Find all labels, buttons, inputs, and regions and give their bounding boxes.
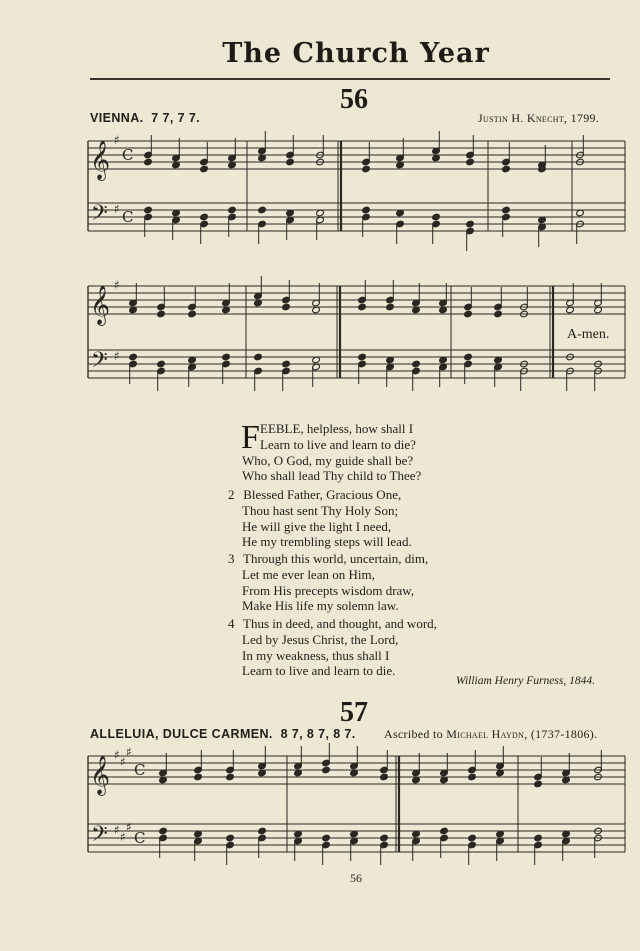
verse-line: Learn to live and learn to die?	[260, 436, 416, 452]
composer-name: Michael Haydn	[446, 727, 525, 741]
composer-name: Justin H. Knecht	[478, 111, 565, 125]
verse-line: Thou hast sent Thy Holy Son;	[242, 502, 399, 518]
tune-title: VIENNA.	[90, 111, 144, 125]
author-credit	[456, 675, 595, 687]
note-head	[534, 834, 543, 842]
sharp-sign: ♯	[126, 820, 132, 834]
verse-line: He will give the light I need,	[242, 518, 392, 534]
verse-line: Learn to live and learn to die.	[242, 663, 396, 679]
verse-line: Let me ever lean on Him,	[242, 566, 375, 582]
composer-credit	[478, 111, 599, 126]
note-head	[322, 766, 331, 774]
note-head	[380, 773, 389, 781]
note-head	[412, 360, 421, 368]
note-head	[358, 303, 367, 311]
verse-line: EEBLE, helpless, how shall I	[260, 421, 414, 436]
amen-text: A-men.	[567, 327, 610, 342]
treble-clef: 𝄞	[90, 285, 111, 325]
note-head	[386, 303, 395, 311]
note-head	[258, 827, 267, 835]
note-head	[466, 220, 475, 228]
note-head	[159, 827, 168, 835]
composer-credit	[384, 727, 597, 742]
sharp-sign: ♯	[120, 830, 126, 844]
note-head	[362, 165, 371, 173]
bass-clef: 𝄢	[91, 348, 108, 378]
composer-year: , (1737-1806).	[524, 727, 598, 741]
verse-number: 3	[228, 551, 235, 566]
verse-line: Through this world, uncertain, dim,	[243, 551, 429, 566]
verse-line: Led by Jesus Christ, the Lord,	[242, 631, 399, 647]
note-head	[200, 165, 209, 173]
time-signature: C	[134, 829, 146, 847]
sharp-sign: ♯	[126, 745, 132, 759]
note-head	[502, 165, 511, 173]
note-head	[226, 773, 235, 781]
sharp-sign: ♯	[114, 349, 120, 363]
sharp-sign: ♯	[114, 278, 120, 292]
page-title: The Church Year	[222, 38, 490, 69]
note-head	[222, 353, 231, 361]
verse-2	[228, 487, 412, 550]
verse-1	[242, 421, 421, 484]
note-head	[322, 834, 331, 842]
sharp-sign: ♯	[114, 133, 120, 147]
note-head	[502, 206, 511, 214]
note-head	[228, 206, 237, 214]
bass-clef: 𝄢	[91, 201, 108, 231]
verse-line: Blessed Father, Gracious One,	[243, 487, 402, 502]
note-head	[466, 158, 475, 166]
note-head	[432, 213, 441, 221]
verse-number: 4	[228, 616, 235, 631]
sharp-sign: ♯	[120, 755, 126, 769]
note-head	[494, 310, 503, 318]
note-head	[129, 353, 138, 361]
note-head	[468, 834, 477, 842]
note-head	[362, 206, 371, 214]
note-head	[226, 834, 235, 842]
note-head	[194, 773, 203, 781]
verse-line: He my trembling steps will lead.	[242, 534, 412, 550]
note-head	[254, 353, 263, 361]
sharp-sign: ♯	[114, 748, 120, 762]
time-signature: C	[134, 761, 146, 779]
note-head	[200, 213, 209, 221]
tune-meter: 8 7, 8 7, 8 7.	[280, 727, 356, 741]
verse-line: Thus in deed, and thought, and word,	[243, 616, 437, 631]
sharp-sign: ♯	[114, 823, 120, 837]
treble-clef: 𝄞	[90, 755, 111, 795]
note-head	[534, 780, 543, 788]
music-system-3	[0, 742, 640, 867]
note-head	[157, 360, 166, 368]
verse-4	[228, 616, 437, 679]
note-head	[282, 360, 291, 368]
verse-line: From His precepts wisdom draw,	[242, 582, 415, 598]
verse-line: In my weakness, thus shall I	[242, 647, 390, 663]
treble-clef: 𝄞	[90, 140, 111, 180]
note-head	[144, 158, 153, 166]
tune-name	[90, 727, 356, 741]
verse-3	[228, 551, 428, 614]
tune-title: ALLELUIA, DULCE CARMEN.	[90, 727, 273, 741]
header-rule	[90, 78, 610, 80]
tune-name	[90, 111, 200, 125]
time-signature: C	[122, 146, 134, 164]
note-head	[286, 158, 295, 166]
bass-clef: 𝄢	[91, 822, 108, 852]
sharp-sign: ♯	[114, 202, 120, 216]
music-system-2	[0, 270, 640, 400]
music-system-1	[0, 125, 640, 245]
note-head	[358, 353, 367, 361]
verse-line: Who shall lead Thy child to Thee?	[242, 468, 422, 484]
note-head	[468, 773, 477, 781]
hymn-number-56: 56	[340, 84, 368, 115]
verse-line: Who, O God, my guide shall be?	[242, 452, 414, 468]
page-number: 56	[350, 871, 362, 885]
note-head	[258, 206, 267, 214]
time-signature: C	[122, 208, 134, 226]
note-head	[380, 834, 389, 842]
author-year: , 1844.	[563, 675, 595, 687]
hymn-number-57: 57	[340, 697, 368, 728]
verse-line: Make His life my solemn law.	[242, 598, 399, 614]
drop-cap: F	[241, 419, 260, 456]
note-head	[464, 310, 473, 318]
composer-prefix: Ascribed to	[384, 727, 447, 741]
note-head	[440, 827, 449, 835]
note-head	[144, 206, 153, 214]
note-head	[188, 310, 197, 318]
composer-year: , 1799.	[564, 111, 600, 125]
note-head	[464, 353, 473, 361]
note-head	[282, 303, 291, 311]
note-head	[157, 310, 166, 318]
tune-meter: 7 7, 7 7.	[151, 111, 201, 125]
author-name: William Henry Furness	[456, 675, 564, 687]
verse-number: 2	[228, 487, 235, 502]
